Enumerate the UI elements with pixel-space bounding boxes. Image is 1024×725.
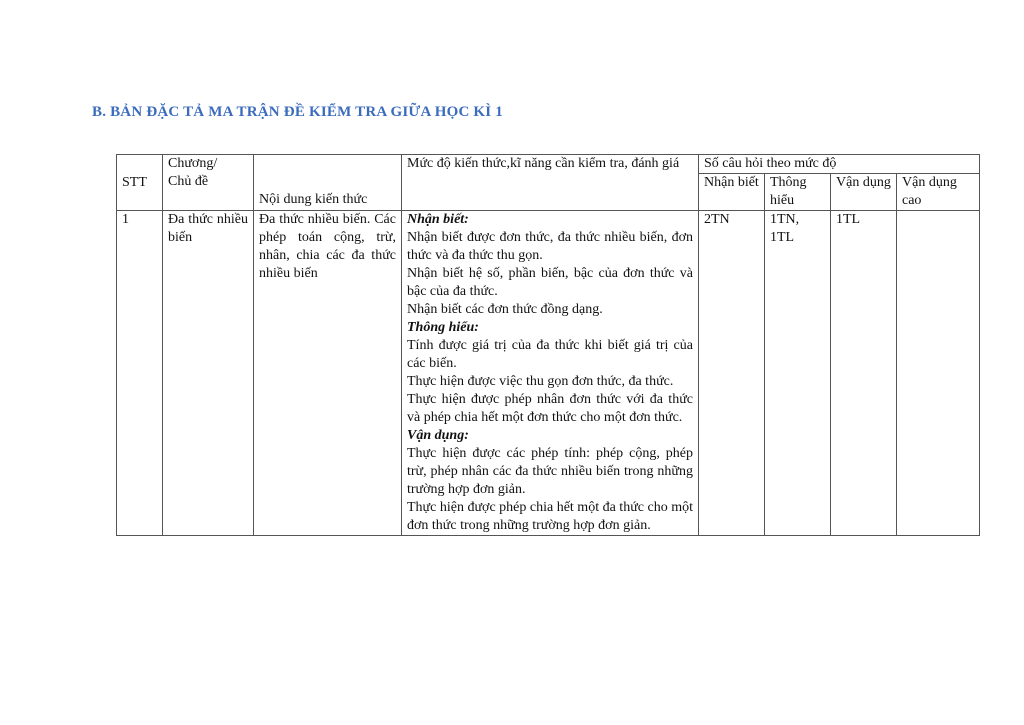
level-item: Nhận biết các đơn thức đồng dạng.	[407, 302, 603, 317]
header-stt: STT	[117, 155, 163, 211]
cell-van-dung-cao	[897, 211, 980, 536]
level-item: Thực hiện được phép nhân đơn thức với đa thức và phép chia hết một đơn thức cho một đơn thức.	[407, 392, 693, 425]
section-heading: B. BẢN ĐẶC TẢ MA TRẬN ĐỀ KIỂM TRA GIỮA HỌC KÌ 1	[92, 104, 503, 120]
cell-nhan-biet: 2TN	[699, 211, 765, 536]
cell-chapter: Đa thức nhiều biến	[163, 211, 254, 536]
cell-content: Đa thức nhiều biến. Các phép toán cộng, trừ, nhân, chia các đa thức nhiều biến	[254, 211, 402, 536]
header-nhan-biet: Nhận biết	[699, 174, 765, 211]
level-item: Thực hiện được các phép tính: phép cộng, phép trừ, phép nhân các đa thức nhiều biến trong những trường hợp đơn giản.	[407, 446, 693, 497]
level-title-thong-hieu: Thông hiểu:	[407, 320, 479, 335]
specification-table	[116, 154, 980, 536]
header-chapter: Chương/ Chủ đề	[163, 155, 254, 211]
level-title-nhan-biet: Nhận biết:	[407, 212, 469, 227]
header-thong-hieu: Thông hiểu	[765, 174, 831, 211]
cell-thong-hieu: 1TN, 1TL	[765, 211, 831, 536]
header-level-description: Mức độ kiến thức,kĩ năng cần kiểm tra, đánh giá	[402, 155, 699, 211]
level-item: Thực hiện được phép chia hết một đa thức cho một đơn thức trong những trường hợp đơn giản.	[407, 500, 693, 533]
level-item: Thực hiện được việc thu gọn đơn thức, đa thức.	[407, 374, 674, 389]
cell-level-description	[402, 211, 699, 536]
level-item: Nhận biết hệ số, phần biến, bậc của đơn thức và bậc của đa thức.	[407, 266, 693, 299]
header-question-count-group: Số câu hỏi theo mức độ	[699, 155, 980, 174]
header-van-dung: Vận dụng	[831, 174, 897, 211]
header-row-1	[117, 155, 980, 174]
header-content: Nội dung kiến thức	[254, 155, 402, 211]
table-row	[117, 211, 980, 536]
level-item: Tính được giá trị của đa thức khi biết giá trị của các biến.	[407, 338, 693, 371]
cell-stt: 1	[117, 211, 163, 536]
level-item: Nhận biết được đơn thức, đa thức nhiều biến, đơn thức và đa thức thu gọn.	[407, 230, 693, 263]
level-title-van-dung: Vận dụng:	[407, 428, 469, 443]
cell-van-dung: 1TL	[831, 211, 897, 536]
header-van-dung-cao: Vận dụng cao	[897, 174, 980, 211]
